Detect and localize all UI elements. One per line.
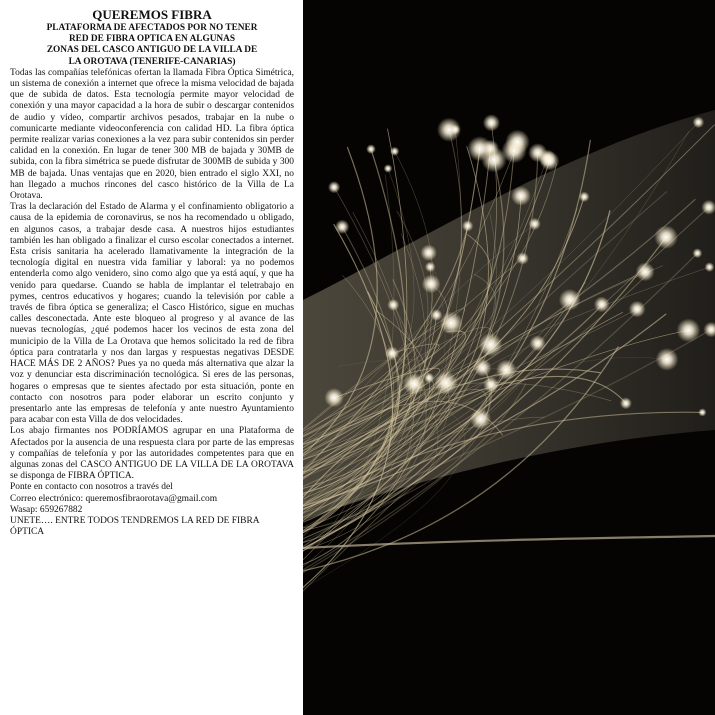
fiber-tip-glow bbox=[656, 348, 679, 371]
paragraph-covid: Tras la declaración del Estado de Alarma y el confinamiento obligatorio a causa de la epidemia de coronavirus, se nos ha recomendado u obligado, en algunos casos, a trabajar desde casa. A nuestros hijos estudiantes también les han obligado a finalizar el curso escolar conectados a internet. Esta crisis sanitaria ha acelerado llamativamente la integración de la tecnología digital en nuestra vida familiar y laboral: ya no podemos entenderla como algo venidero, sino como algo que ya está aquí, y que ha venido para quedarse. Cuando se habla de implantar el teletrabajo en pymes, centros educativos y hogares; cuando la televisión por cable a través de fibra óptica se generaliza; el Casco Histórico, sigue en muchas calles desconectada. Ante este bloqueo al progreso y al avance de las nuevas tecnologías, ¿qué podemos hacer los vecinos de esta zona del municipio de la Villa de La Orotava que hemos solicitado la red de fibra óptica para contratarla y nos dan largas y respuestas negativas DESDE HACE MÁS DE 2 AÑOS? Pues ya no queda más alternativa que alzar la voz y denunciar esta discriminación tecnológica. Si eres de las personas, hogares o empresas que te sientes afectado por esta situación, ponte en contacto con nosotros para poder elaborar un escrito conjunto y presentarlo ante las empresas de telefonía y ante nuestro Ayuntamiento para acabar con esta Villa de dos velocidades. bbox=[10, 202, 294, 426]
fiber-tip-glow bbox=[693, 117, 705, 129]
fiber-tip-glow bbox=[335, 220, 349, 234]
fiber-tip-glow bbox=[654, 225, 678, 249]
fiber-tip-glow bbox=[440, 312, 463, 335]
paragraph-platform: Los abajo firmantes nos PODRÍAMOS agrupar en una Plataforma de Afectados por la ausencia de una respuesta clara por parte de las empresas y compañías de telefonía y por las autoridades competentes para que en algunas zonas del CASCO ANTIGUO DE LA VILLA DE LA OROTAVA se disponga de FIBRA ÓPTICA. bbox=[10, 426, 294, 482]
fiber-tip-glow bbox=[483, 114, 500, 131]
fiber-tip-glow bbox=[385, 346, 399, 360]
subtitle-line-2: RED DE FIBRA OPTICA EN ALGUNAS bbox=[68, 34, 236, 45]
fiber-tip-glow bbox=[422, 275, 441, 294]
fiber-tip-glow bbox=[705, 262, 715, 272]
fiber-tip-glow bbox=[636, 262, 655, 281]
fiber-tip-glow bbox=[516, 252, 529, 265]
fiber-tip-glow bbox=[483, 377, 499, 393]
fiber-optic-illustration bbox=[303, 0, 715, 715]
fiber-strand bbox=[303, 536, 715, 548]
contact-email: Correo electrónico: queremosfibraorotava@gmail.com bbox=[10, 493, 218, 504]
fiber-tip-glow bbox=[366, 144, 376, 154]
fiber-tip-glow bbox=[431, 309, 443, 321]
fiber-tip-glow bbox=[474, 359, 492, 377]
paragraph-intro: Todas las compañías telefónicas ofertan la llamada Fibra Óptica Simétrica, un sistema de conexión a internet que ofrece la misma velocidad de bajada que de subida de datos. Esta tecnología permite mayor velocidad de conexión y una mayor capacidad a la hora de subir o descargar contenidos de audio y vídeo, compartir archivos pesados, trabajar en la nube o comunicarte mediante videoconferencia con calidad HD. La fibra óptica permite realizar varias conexiones a la vez para subir contenidos sin perder calidad en la conexión. En lugar de tener 300 MB de bajada y 30MB de subida, con la fibra simétrica se puede disfrutar de 300MB de subida y 300 MB de bajada. Unas ventajas que en 2020, bien entrado el siglo XXI, no han llegado a muchos rincones del casco histórico de la Villa de La Orotava. bbox=[10, 67, 294, 202]
fiber-tip-glow bbox=[425, 262, 436, 273]
fiber-tip-glow bbox=[496, 360, 516, 380]
fiber-tip-glow bbox=[505, 130, 530, 155]
fiber-tip-glow bbox=[450, 125, 460, 135]
fiber-tip-glow bbox=[403, 373, 425, 395]
flyer-text-column bbox=[0, 0, 302, 715]
closing-call: UNETE…. ENTRE TODOS TENDREMOS LA RED DE FIBRA ÓPTICA bbox=[10, 515, 260, 538]
fiber-tip-glow bbox=[511, 186, 531, 206]
fiber-tip-glow bbox=[528, 143, 547, 162]
fiber-tip-glow bbox=[594, 297, 610, 313]
fiber-tip-glow bbox=[528, 218, 540, 230]
fiber-strands bbox=[303, 110, 715, 596]
fiber-tip-glow bbox=[434, 371, 458, 395]
fiber-tip-glow bbox=[470, 408, 491, 429]
subtitle-line-1: PLATAFORMA DE AFECTADOS POR NO TENER bbox=[46, 23, 258, 33]
fiber-tip-glow bbox=[579, 192, 590, 203]
fiber-tip-glow bbox=[424, 373, 434, 383]
fiber-tip-glow bbox=[462, 220, 473, 231]
subtitle-line-4: LA OROTAVA (TENERIFE-CANARIAS) bbox=[68, 56, 236, 67]
fiber-tip-glow bbox=[324, 388, 343, 407]
fiber-optic-photo bbox=[303, 0, 715, 715]
contact-intro: Ponte en contacto con nosotros a través del bbox=[10, 482, 173, 493]
fiber-tip-glow bbox=[467, 136, 492, 161]
contact-wasap: Wasap: 659267882 bbox=[10, 504, 83, 515]
fiber-tip-glow bbox=[698, 408, 706, 416]
fiber-tip-glow bbox=[677, 318, 701, 342]
fiber-tip-glow bbox=[559, 289, 581, 311]
fiber-tip-glow bbox=[387, 299, 399, 311]
fiber-tip-glow bbox=[328, 181, 340, 193]
fiber-tip-glow bbox=[479, 333, 503, 357]
fiber-tip-glow bbox=[390, 147, 399, 156]
subtitle-line-3: ZONAS DEL CASCO ANTIGUO DE LA VILLA DE bbox=[46, 45, 258, 56]
fiber-haze bbox=[303, 110, 715, 520]
fiber-tip-glow bbox=[620, 397, 632, 409]
flyer-title: QUEREMOS FIBRA bbox=[92, 7, 212, 22]
fiber-tip-glow bbox=[420, 244, 437, 261]
fiber-tip-glow bbox=[530, 335, 546, 351]
fiber-tip-glow bbox=[629, 301, 646, 318]
fiber-tip-glow bbox=[693, 248, 703, 258]
fiber-tip-glow bbox=[384, 164, 393, 173]
